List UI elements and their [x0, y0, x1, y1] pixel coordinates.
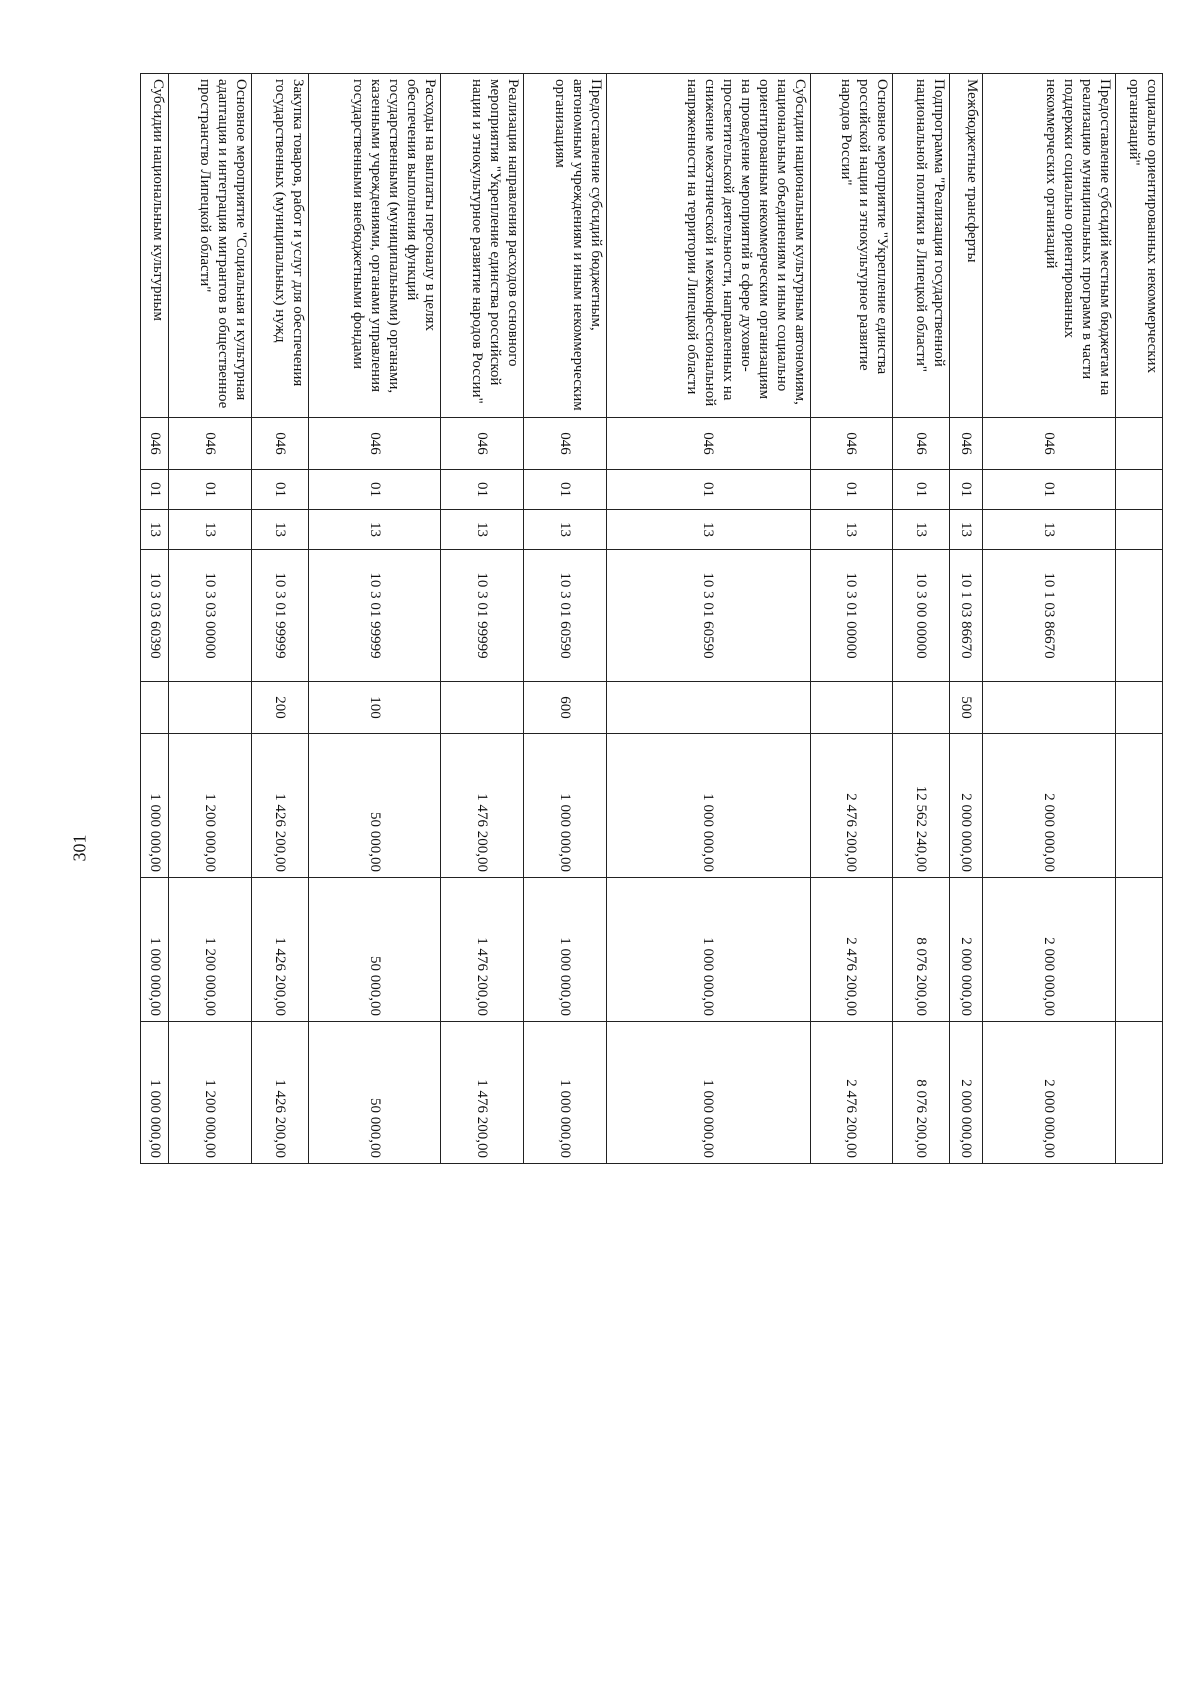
amount-year3-cell: 8 076 200,00 — [893, 1022, 950, 1164]
target-article-cell: 10 3 01 99999 — [441, 550, 524, 682]
section-cell: 01 — [169, 470, 252, 510]
subsection-cell: 13 — [893, 510, 950, 550]
expense-name-cell: Расходы на выплаты персоналу в целях обеспечения выполнения функций государственными (муниципальными) органами, казенными учреждениями, органами управления государственными внебюджетными фондами — [309, 74, 441, 418]
amount-year3-cell: 1 000 000,00 — [141, 1022, 169, 1164]
target-article-cell: 10 3 01 00000 — [810, 550, 893, 682]
amount-year3-cell — [1115, 1022, 1162, 1164]
amount-year2-cell — [1115, 878, 1162, 1022]
section-cell: 01 — [607, 470, 810, 510]
amount-year1-cell: 1 426 200,00 — [252, 734, 309, 878]
target-article-cell: 10 1 03 86670 — [950, 550, 983, 682]
expense-name-cell: Субсидии национальным культурным — [141, 74, 169, 418]
expense-type-cell — [141, 682, 169, 734]
amount-year3-cell: 1 000 000,00 — [524, 1022, 607, 1164]
amount-year1-cell: 1 200 000,00 — [169, 734, 252, 878]
amount-year2-cell: 2 476 200,00 — [810, 878, 893, 1022]
expense-type-cell — [810, 682, 893, 734]
subsection-cell — [1115, 510, 1162, 550]
expense-type-cell — [983, 682, 1115, 734]
subsection-cell: 13 — [441, 510, 524, 550]
amount-year2-cell: 1 000 000,00 — [524, 878, 607, 1022]
page-number: 301 — [69, 834, 90, 862]
amount-year1-cell: 2 000 000,00 — [983, 734, 1115, 878]
expense-name-cell: Основное мероприятие "Укрепление единства российской нации и этнокультурное развитие народов России" — [810, 74, 893, 418]
table-row — [607, 74, 810, 1164]
table-row — [524, 74, 607, 1164]
section-cell: 01 — [141, 470, 169, 510]
section-cell: 01 — [983, 470, 1115, 510]
expense-type-cell: 100 — [309, 682, 441, 734]
section-cell — [1115, 470, 1162, 510]
target-article-cell: 10 3 03 00000 — [169, 550, 252, 682]
expense-type-cell: 500 — [950, 682, 983, 734]
target-article-cell: 10 3 01 60590 — [607, 550, 810, 682]
target-article-cell: 10 3 01 99999 — [252, 550, 309, 682]
subsection-cell: 13 — [950, 510, 983, 550]
admin-code-cell: 046 — [169, 418, 252, 470]
amount-year1-cell: 1 000 000,00 — [524, 734, 607, 878]
table-row — [810, 74, 893, 1164]
amount-year2-cell: 1 000 000,00 — [607, 878, 810, 1022]
budget-table — [140, 73, 1163, 1164]
expense-type-cell — [441, 682, 524, 734]
target-article-cell: 10 3 01 99999 — [309, 550, 441, 682]
expense-type-cell — [1115, 682, 1162, 734]
expense-type-cell: 200 — [252, 682, 309, 734]
amount-year1-cell: 1 476 200,00 — [441, 734, 524, 878]
section-cell: 01 — [524, 470, 607, 510]
subsection-cell: 13 — [141, 510, 169, 550]
amount-year1-cell: 50 000,00 — [309, 734, 441, 878]
expense-name-cell: Субсидии национальным культурным автономиям, национальным объединениям и иным социально ориентированным некоммерческим организациям на проведение мероприятий в сфере духовно-просветительской деятельности, направленных на снижение межэтнической и межконфессиональной напряженности на территории Липецкой области — [607, 74, 810, 418]
admin-code-cell: 046 — [983, 418, 1115, 470]
admin-code-cell: 046 — [810, 418, 893, 470]
section-cell: 01 — [252, 470, 309, 510]
amount-year1-cell: 2 476 200,00 — [810, 734, 893, 878]
section-cell: 01 — [309, 470, 441, 510]
amount-year2-cell: 8 076 200,00 — [893, 878, 950, 1022]
table-row — [141, 74, 169, 1164]
subsection-cell: 13 — [983, 510, 1115, 550]
table-row — [950, 74, 983, 1164]
target-article-cell: 10 3 03 60390 — [141, 550, 169, 682]
expense-type-cell: 600 — [524, 682, 607, 734]
table-row — [1115, 74, 1162, 1164]
table-body — [141, 74, 1163, 1164]
amount-year3-cell: 2 000 000,00 — [950, 1022, 983, 1164]
amount-year3-cell: 1 000 000,00 — [607, 1022, 810, 1164]
admin-code-cell: 046 — [309, 418, 441, 470]
amount-year3-cell: 1 200 000,00 — [169, 1022, 252, 1164]
admin-code-cell: 046 — [950, 418, 983, 470]
amount-year3-cell: 2 476 200,00 — [810, 1022, 893, 1164]
target-article-cell: 10 3 01 60590 — [524, 550, 607, 682]
target-article-cell — [1115, 550, 1162, 682]
amount-year3-cell: 50 000,00 — [309, 1022, 441, 1164]
admin-code-cell: 046 — [607, 418, 810, 470]
amount-year1-cell — [1115, 734, 1162, 878]
section-cell: 01 — [950, 470, 983, 510]
table-row — [309, 74, 441, 1164]
section-cell: 01 — [810, 470, 893, 510]
admin-code-cell: 046 — [141, 418, 169, 470]
amount-year2-cell: 50 000,00 — [309, 878, 441, 1022]
subsection-cell: 13 — [252, 510, 309, 550]
amount-year3-cell: 1 426 200,00 — [252, 1022, 309, 1164]
amount-year2-cell: 1 200 000,00 — [169, 878, 252, 1022]
admin-code-cell: 046 — [524, 418, 607, 470]
amount-year1-cell: 1 000 000,00 — [607, 734, 810, 878]
amount-year2-cell: 1 426 200,00 — [252, 878, 309, 1022]
table-row — [169, 74, 252, 1164]
amount-year2-cell: 1 000 000,00 — [141, 878, 169, 1022]
table-row — [252, 74, 309, 1164]
expense-name-cell: Предоставление субсидий местным бюджетам на реализацию муниципальных программ в части поддержки социально ориентированных некоммерческих организаций — [983, 74, 1115, 418]
expense-name-cell: Основное мероприятие "Социальная и культурная адаптация и интеграция мигрантов в общественное пространство Липецкой области" — [169, 74, 252, 418]
amount-year2-cell: 1 476 200,00 — [441, 878, 524, 1022]
subsection-cell: 13 — [607, 510, 810, 550]
amount-year3-cell: 2 000 000,00 — [983, 1022, 1115, 1164]
amount-year2-cell: 2 000 000,00 — [950, 878, 983, 1022]
rotated-table-container — [140, 73, 1163, 1163]
section-cell: 01 — [441, 470, 524, 510]
admin-code-cell — [1115, 418, 1162, 470]
section-cell: 01 — [893, 470, 950, 510]
expense-name-cell: Межбюджетные трансферты — [950, 74, 983, 418]
expense-type-cell — [607, 682, 810, 734]
amount-year1-cell: 2 000 000,00 — [950, 734, 983, 878]
table-row — [441, 74, 524, 1164]
subsection-cell: 13 — [309, 510, 441, 550]
expense-type-cell — [893, 682, 950, 734]
subsection-cell: 13 — [169, 510, 252, 550]
table-row — [983, 74, 1115, 1164]
amount-year3-cell: 1 476 200,00 — [441, 1022, 524, 1164]
amount-year1-cell: 12 562 240,00 — [893, 734, 950, 878]
expense-name-cell: Предоставление субсидий бюджетным, автономным учреждениям и иным некоммерческим организациям — [524, 74, 607, 418]
expense-name-cell: социально ориентированных некоммерческих организаций" — [1115, 74, 1162, 418]
table-row — [893, 74, 950, 1164]
expense-name-cell: Реализация направления расходов основного мероприятия "Укрепление единства российской нации и этнокультурное развитие народов России" — [441, 74, 524, 418]
expense-name-cell: Подпрограмма "Реализация государственной национальной политики в Липецкой области" — [893, 74, 950, 418]
expense-type-cell — [169, 682, 252, 734]
target-article-cell: 10 1 03 86670 — [983, 550, 1115, 682]
amount-year2-cell: 2 000 000,00 — [983, 878, 1115, 1022]
subsection-cell: 13 — [810, 510, 893, 550]
subsection-cell: 13 — [524, 510, 607, 550]
admin-code-cell: 046 — [252, 418, 309, 470]
admin-code-cell: 046 — [441, 418, 524, 470]
expense-name-cell: Закупка товаров, работ и услуг для обеспечения государственных (муниципальных) нужд — [252, 74, 309, 418]
admin-code-cell: 046 — [893, 418, 950, 470]
amount-year1-cell: 1 000 000,00 — [141, 734, 169, 878]
target-article-cell: 10 3 00 00000 — [893, 550, 950, 682]
